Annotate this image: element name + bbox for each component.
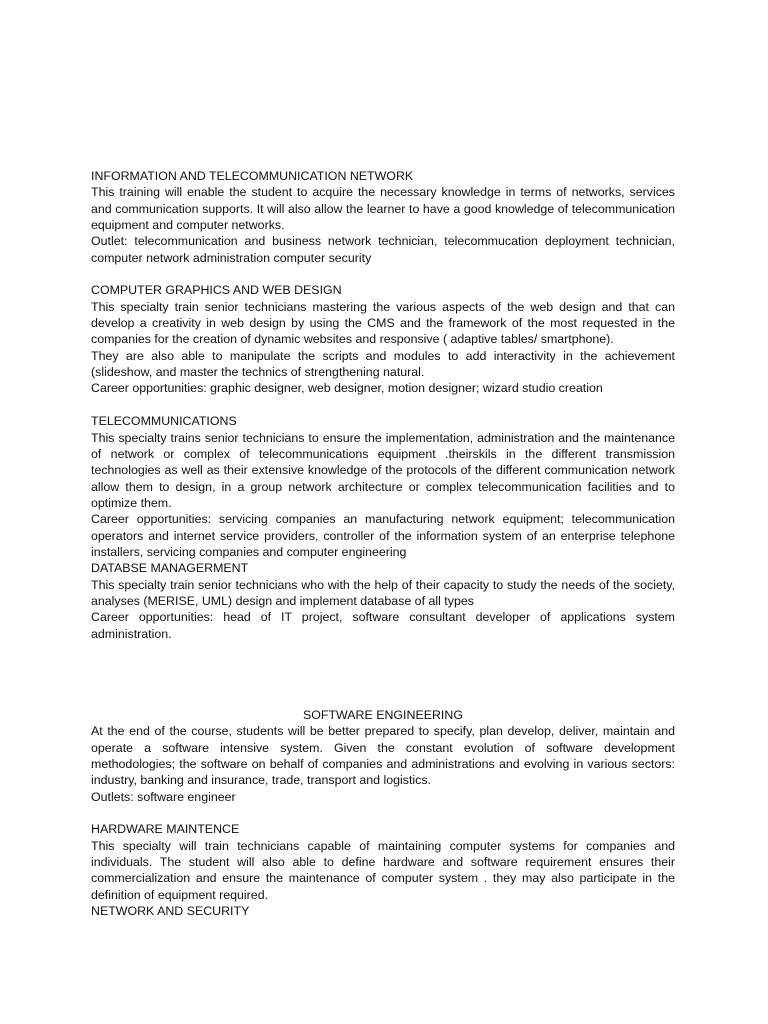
paragraph-cgwd-careers: Career opportunities: graphic designer, web designer, motion designer; wizard studio creation <box>91 381 603 396</box>
paragraph-cgwd-description: This specialty train senior technicians mastering the various aspects of the web design and that can develop a creativity in web design by using the CMS and the framework of the most requested in the companies for the creation of dynamic websites and responsive ( adaptive tables/ smartphone). <box>91 299 675 347</box>
document-page <box>91 168 675 919</box>
section-heading-hm: HARDWARE MAINTENCE <box>91 822 240 837</box>
spacer <box>91 397 675 413</box>
section-heading-cgwd: COMPUTER GRAPHICS AND WEB DESIGN <box>91 283 342 298</box>
section-heading-ns: NETWORK AND SECURITY <box>91 904 250 919</box>
paragraph-itn-description: This training will enable the student to acquire the necessary knowledge in terms of networks, services and communication supports. It will also allow the learner to have a good knowledge of telecommunication equipment and computer networks. <box>91 185 675 233</box>
section-heading-se: SOFTWARE ENGINEERING <box>303 707 463 722</box>
paragraph-telecom-description: This specialty trains senior technicians to ensure the implementation, administration and the maintenance of network or complex of telecommunications equipment .theirskils in the different transmission technologies as well as their extensive knowledge of the protocols of the different communication network allow them to design, in a group network architecture or complex telecommunication facilities and to optimize them. <box>91 430 675 510</box>
section-heading-dbm: DATABSE MANAGERMENT <box>91 561 249 576</box>
paragraph-hm-description: This specialty will train technicians capable of maintaining computer systems for companies and individuals. The student will also able to define hardware and software requirement ensures their commercialization and ensure the maintenance of computer system . they may also participate in the definition of equipment required. <box>91 838 675 902</box>
spacer <box>91 642 675 707</box>
paragraph-telecom-careers: Career opportunities: servicing companies an manufacturing network equipment; telecommunication operators and internet service providers, controller of the information system of an enterprise telephone installers, servicing companies and computer engineering <box>91 512 675 559</box>
paragraph-se-outlets: Outlets: software engineer <box>91 789 236 804</box>
section-heading-itn: INFORMATION AND TELECOMMUNICATION NETWORK <box>91 169 414 183</box>
paragraph-dbm-careers: Career opportunities: head of IT project, software consultant developer of applications system administration. <box>91 610 675 641</box>
spacer <box>91 805 675 821</box>
spacer <box>91 266 675 282</box>
section-heading-telecom: TELECOMMUNICATIONS <box>91 414 237 429</box>
paragraph-se-description: At the end of the course, students will be better prepared to specify, plan develop, deliver, maintain and operate a software intensive system. Given the constant evolution of software development methodologies; the software on behalf of companies and administrations and evolving in various sectors: industry, banking and insurance, trade, transport and logistics. <box>91 724 675 788</box>
paragraph-itn-outlet: Outlet: telecommunication and business network technician, telecommucation deployment technician, computer network administration computer security <box>91 234 675 265</box>
paragraph-cgwd-skills: They are also able to manipulate the scripts and modules to add interactivity in the achievement (slideshow, and master the technics of strengthening natural. <box>91 348 675 380</box>
paragraph-dbm-description: This specialty train senior technicians who with the help of their capacity to study the needs of the society, analyses (MERISE, UML) design and implement database of all types <box>91 577 675 608</box>
